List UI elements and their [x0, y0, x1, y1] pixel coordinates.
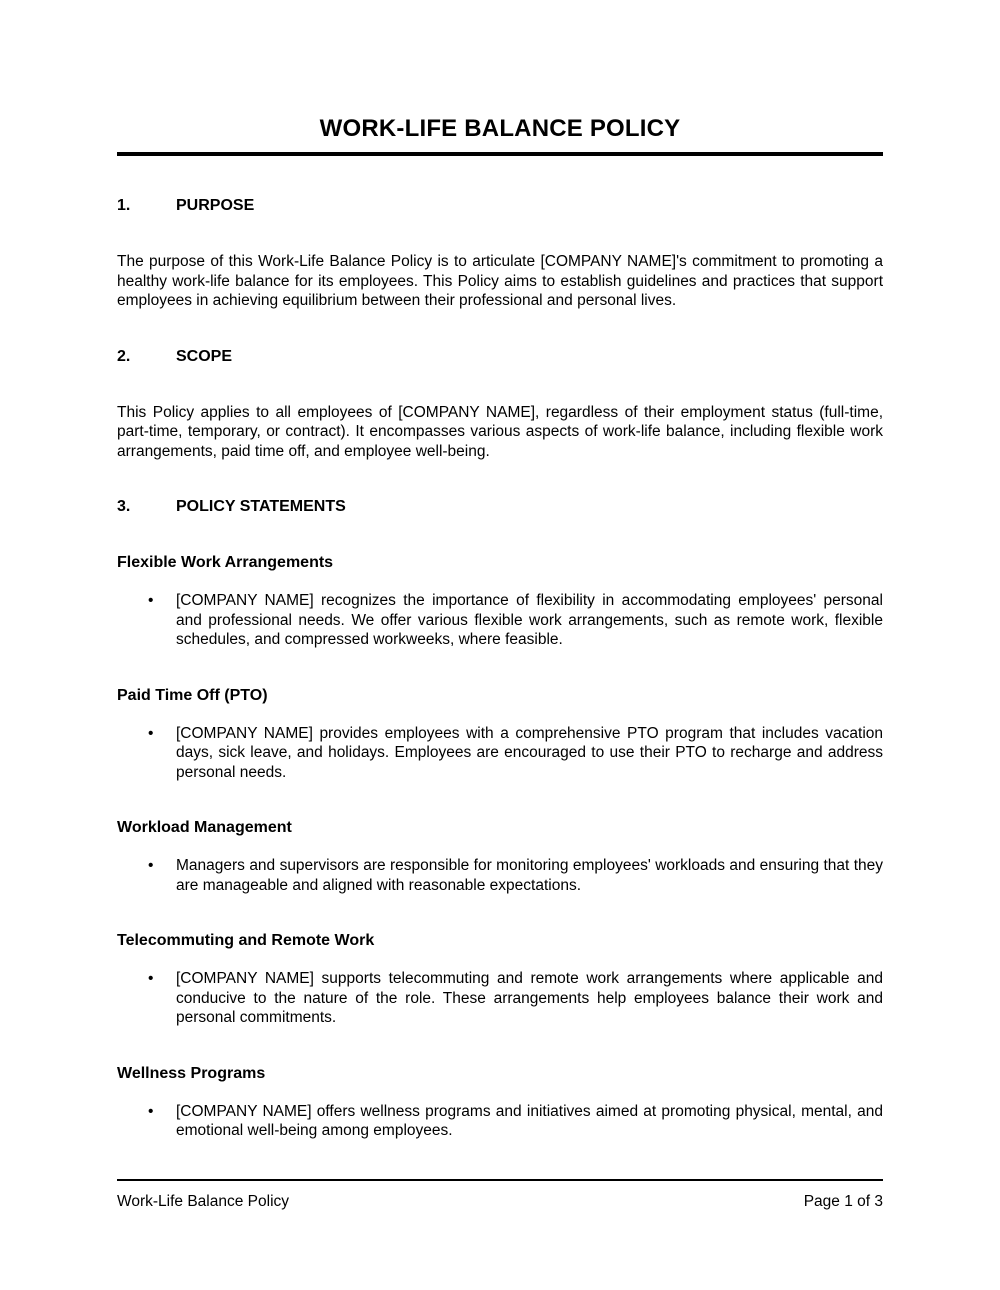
bullet-icon: •: [148, 857, 154, 874]
footer-divider: [117, 1179, 883, 1181]
subsection-heading-flexible-work: Flexible Work Arrangements: [117, 554, 334, 571]
bullet-icon: •: [148, 970, 154, 987]
subsection-heading-workload: Workload Management: [117, 819, 292, 836]
section-number: 2.: [117, 347, 131, 365]
section-heading-scope: [117, 347, 883, 367]
bullet-text: [COMPANY NAME] supports telecommuting and remote work arrangements where applicable and conducive to the nature of the role. These arrangements help employees balance their work and personal commitments.: [176, 970, 883, 1026]
footer-document-title: Work-Life Balance Policy: [117, 1193, 290, 1210]
list-item: [117, 1102, 883, 1141]
subsection-heading-telecommuting: Telecommuting and Remote Work: [117, 932, 375, 949]
subsection-heading-wellness: Wellness Programs: [117, 1064, 266, 1082]
footer-page-number: Page 1 of 3: [803, 1193, 883, 1210]
section-heading-label: PURPOSE: [176, 197, 255, 214]
section-body-purpose: The purpose of this Work-Life Balance Policy is to articulate [COMPANY NAME]'s commitment to promoting a healthy work-life balance for its employees. This Policy aims to establish guidelines and practices that support employees in achieving equilibrium between their professional and personal lives.: [117, 253, 883, 309]
section-heading-purpose: [117, 196, 883, 216]
section-body-scope: This Policy applies to all employees of [COMPANY NAME], regardless of their employment status (full-time, part-time, temporary, or contract). It encompasses various aspects of work-life balance, including flexible work arrangements, paid time off, and employee well-being.: [117, 403, 883, 460]
section-number: 1.: [117, 197, 131, 214]
bullet-text: [COMPANY NAME] offers wellness programs and initiatives aimed at promoting physical, mental, and emotional well-being among employees.: [176, 1102, 883, 1139]
bullet-icon: •: [148, 724, 154, 742]
section-heading-label: POLICY STATEMENTS: [176, 498, 346, 515]
bullet-icon: •: [148, 1102, 154, 1120]
page-title: WORK-LIFE BALANCE POLICY: [319, 115, 681, 142]
title-divider: [117, 152, 883, 156]
list-item: [117, 724, 883, 783]
subsection-heading-pto: Paid Time Off (PTO): [117, 686, 268, 704]
bullet-icon: •: [148, 592, 154, 609]
bullet-text: [COMPANY NAME] recognizes the importance of flexibility in accommodating employees' personal and professional needs. We offer various flexible work arrangements, such as remote work, flexible schedules, and compressed workweeks, where feasible.: [176, 592, 883, 648]
bullet-text: Managers and supervisors are responsible for monitoring employees' workloads and ensuring that they are manageable and aligned with reasonable expectations.: [176, 857, 883, 894]
page-footer: [117, 1179, 883, 1211]
list-item: [117, 856, 883, 895]
section-heading-policy-statements: [117, 497, 883, 517]
bullet-text: [COMPANY NAME] provides employees with a comprehensive PTO program that includes vacation days, sick leave, and holidays. Employees are encouraged to use their PTO to recharge and address personal needs.: [176, 724, 883, 781]
list-item: [117, 969, 883, 1028]
section-heading-label: SCOPE: [176, 347, 233, 365]
section-number: 3.: [117, 498, 131, 515]
list-item: [117, 591, 883, 650]
